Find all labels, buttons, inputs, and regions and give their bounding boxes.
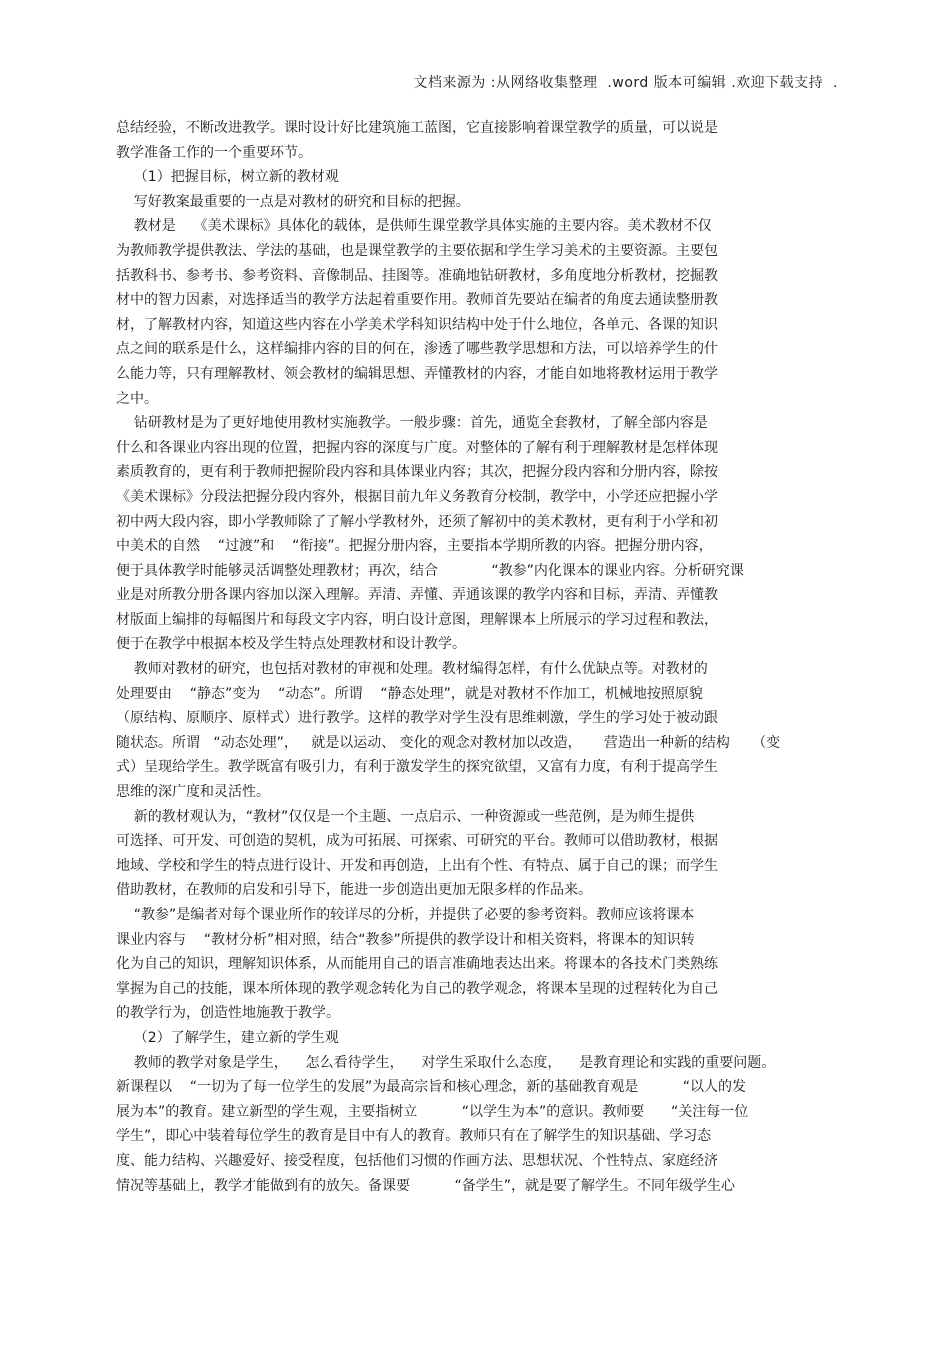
text-line: 新课程以 “一切为了每一位学生的发展”为最高宗旨和核心理念，新的基础教育观是 “以人的发 <box>116 1079 747 1096</box>
text-line: 度、能力结构、兴趣爱好、接受程度，包括他们习惯的作画方法、思想状况、个性特点、家庭经济 <box>116 1152 718 1169</box>
text-line: “教参”是编者对每个课业所作的较详尽的分析，并提供了必要的参考资料。教师应该将课本 <box>116 907 695 923</box>
text-line: 教师的教学对象是学生， 怎么看待学生， 对学生采取什么态度， 是教育理论和实践的重要问题。 <box>116 1054 776 1071</box>
text-line: 么能力等，只有理解教材、领会教材的编辑思想、弄懂教材的内容，才能自如地将教材运用于教学 <box>116 365 718 382</box>
text-line: 点之间的联系是什么，这样编排内容的目的何在，渗透了哪些教学思想和方法，可以培养学生的什 <box>116 341 718 358</box>
text-line: 课业内容与 “教材分析”相对照，结合“教参”所提供的教学设计和相关资料，将课本的知识转 <box>116 931 695 948</box>
text-line: 钻研教材是为了更好地使用教材实施教学。一般步骤：首先，通览全套教材，了解全部内容是 <box>116 415 708 432</box>
text-line: 新的教材观认为，“教材”仅仅是一个主题、一点启示、一种资源或一些范例，是为师生提供 <box>116 808 695 825</box>
text-line: （原结构、原顺序、原样式）进行教学。这样的教学对学生没有思维刺激，学生的学习处于被动跟 <box>116 710 718 727</box>
text-line: 初中两大段内容，即小学教师除了了解小学教材外，还须了解初中的美术教材，更有利于小学和初 <box>116 513 718 530</box>
text-line: 式）呈现给学生。教学既富有吸引力，有利于激发学生的探究欲望，又富有力度，有利于提高学生 <box>116 759 718 776</box>
text-line: 化为自己的知识，理解知识体系，从而能用自己的语言准确地表达出来。将课本的各技术门类熟练 <box>116 956 718 973</box>
text-line: （1）把握目标，树立新的教材观 <box>116 169 339 186</box>
text-line: 教材是 《美术课标》具体化的载体，是供师生课堂教学具体实施的主要内容。美术教材不仅 <box>116 218 712 235</box>
text-line: 总结经验，不断改进教学。课时设计好比建筑施工蓝图，它直接影响着课堂教学的质量，可以说是 <box>116 120 718 136</box>
text-line: 便于具体教学时能够灵活调整处理教材；再次，结合 “教参”内化课本的课业内容。分析研究课 <box>116 562 744 579</box>
text-line: 材版面上编排的每幅图片和每段文字内容，明白设计意图，理解课本上所展示的学习过程和教法， <box>116 611 718 628</box>
text-line: 随状态。所谓 “动态处理”， 就是以运动、 变化的观念对教材加以改造， 营造出一种新的结构 （变 <box>116 734 781 751</box>
text-line: 思维的深广度和灵活性。 <box>116 784 270 801</box>
text-line: 素质教育的，更有利于教师把握阶段内容和具体课业内容；其次，把握分段内容和分册内容，除按 <box>116 464 718 481</box>
text-line: 可选择、可开发、可创造的契机，成为可拓展、可探索、可研究的平台。教师可以借助教材，根据 <box>116 833 718 850</box>
text-line: 括教科书、参考书、参考资料、音像制品、挂图等。准确地钻研教材，多角度地分析教材，挖掘教 <box>116 267 718 284</box>
text-line: 借助教材，在教师的启发和引导下，能进一步创造出更加无限多样的作品来。 <box>116 882 592 899</box>
text-line: 为教师教学提供教法、学法的基础，也是课堂教学的主要依据和学生学习美术的主要资源。主要包 <box>116 242 718 259</box>
page-header-note: 文档来源为 :从网络收集整理 .word 版本可编辑 .欢迎下载支持 . <box>413 75 838 91</box>
text-line: 材中的智力因素，对选择适当的教学方法起着重要作用。教师首先要站在编者的角度去通读整册教 <box>116 292 718 309</box>
text-line: 处理要由 “静态”变为 “动态”。所谓 “静态处理”，就是对教材不作加工，机械地按照原貌 <box>116 685 703 702</box>
text-line: 的教学行为，创造性地施教于教学。 <box>116 1005 340 1022</box>
text-line: 便于在教学中根据本校及学生特点处理教材和设计教学。 <box>116 636 466 653</box>
text-line: 掌握为自己的技能，课本所体现的教学观念转化为自己的教学观念，将课本呈现的过程转化为自己 <box>116 980 718 997</box>
text-line: （2）了解学生，建立新的学生观 <box>116 1029 339 1046</box>
text-line: 教学准备工作的一个重要环节。 <box>116 144 312 161</box>
document-body <box>116 116 836 1198</box>
text-line: 之中。 <box>116 390 158 407</box>
text-line: 教师对教材的研究，也包括对教材的审视和处理。教材编得怎样，有什么优缺点等。对教材的 <box>116 661 708 678</box>
text-line: 情况等基础上，教学才能做到有的放矢。备课要 “备学生”，就是要了解学生。不同年级学生心 <box>116 1177 736 1194</box>
text-line: 材，了解教材内容，知道这些内容在小学美术学科知识结构中处于什么地位，各单元、各课的知识 <box>116 316 718 333</box>
text-line: 地域、学校和学生的特点进行设计、开发和再创造，上出有个性、有特点、属于自己的课；而学生 <box>116 857 718 874</box>
text-line: 写好教案最重要的一点是对教材的研究和目标的把握。 <box>116 193 470 210</box>
text-line: 什么和各课业内容出现的位置，把握内容的深度与广度。对整体的了解有利于理解教材是怎样体现 <box>116 439 718 456</box>
text-line: 《美术课标》分段法把握分段内容外，根据目前九年义务教育分校制，教学中，小学还应把握小学 <box>116 488 718 505</box>
text-line: 业是对所教分册各课内容加以深入理解。弄清、弄懂、弄通该课的教学内容和目标，弄清、弄懂教 <box>116 587 718 604</box>
text-line: 学生”，即心中装着每位学生的教育是目中有人的教育。教师只有在了解学生的知识基础、学习态 <box>116 1128 712 1145</box>
text-line: 展为本”的教育。建立新型的学生观，主要指树立 “以学生为本”的意识。教师要 “关注每一位 <box>116 1103 749 1120</box>
text-line: 中美术的自然 “过渡”和 “衔接”。把握分册内容，主要指本学期所教的内容。把握分册内容， <box>116 538 713 555</box>
